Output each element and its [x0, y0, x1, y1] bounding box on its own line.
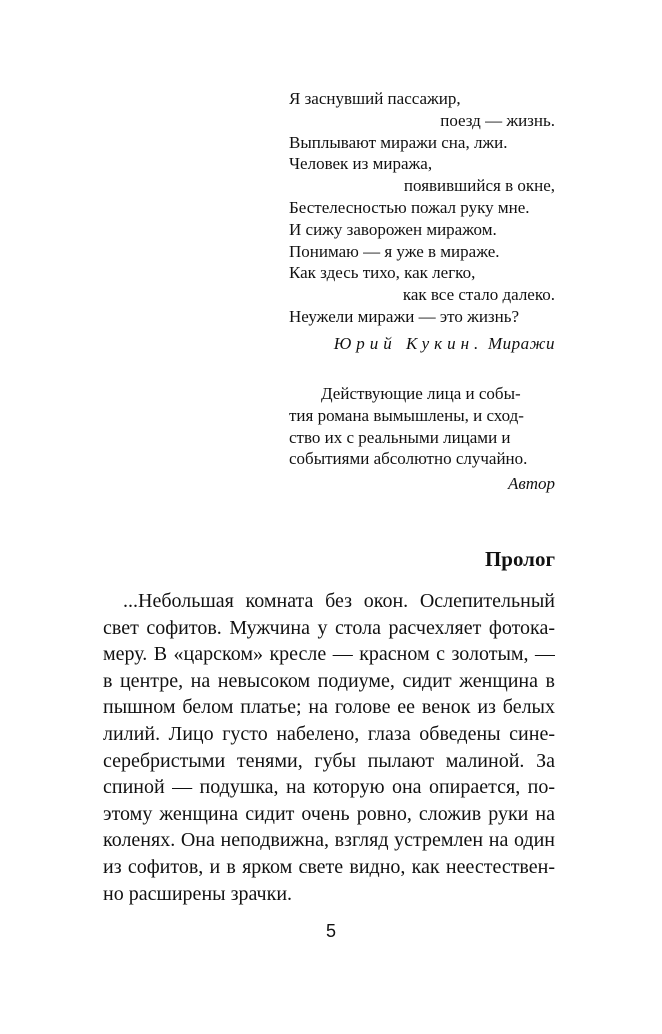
disclaimer-line: Действующие лица и собы- — [321, 384, 521, 403]
body-line: свет софитов. Мужчина у стола расчехляет фотока- — [103, 616, 555, 639]
disclaimer-line: тия романа вымышлены, и сход- — [289, 405, 524, 425]
body-line: спиной — подушка, на которую она опирается, по- — [103, 776, 555, 799]
body-line: в центре, на невысоком подиуме, сидит женщина в — [103, 669, 555, 692]
body-line: серебристыми тенями, губы пылают малиной. За — [103, 749, 555, 772]
epigraph-line: Бестелесностью пожал руку мне. — [289, 197, 530, 217]
epigraph-line: появившийся в окне, — [403, 176, 555, 196]
epigraph-line: Человек из миража, — [289, 154, 433, 174]
chapter-title: Пролог — [484, 547, 555, 571]
body-line: меру. В «царском» кресле — красном с золотым, — — [103, 643, 555, 666]
epigraph-line: И сижу заворожен миражом. — [289, 219, 497, 239]
epigraph-line: Неужели миражи — это жизнь? — [289, 306, 520, 326]
page-number: 5 — [325, 921, 336, 941]
disclaimer-author: Автор — [507, 474, 555, 494]
disclaimer-line: событиями абсолютно случайно. — [289, 449, 528, 469]
epigraph — [289, 88, 555, 355]
body-line: коленях. Она неподвижна, взгляд устремлен на один — [103, 829, 555, 852]
epigraph-line: поезд — жизнь. — [440, 110, 555, 130]
epigraph-author: Юрий Кукин. — [333, 333, 484, 353]
epigraph-song-title: Миражи — [488, 333, 555, 353]
epigraph-attribution — [289, 333, 555, 355]
body-text — [103, 588, 555, 907]
body-line: пышном белом платье; на голове ее венок из белых — [103, 696, 555, 719]
body-line: лилий. Лицо густо набелено, глаза обведены сине- — [103, 722, 555, 745]
body-line: ...Небольшая комната без окон. Ослепительный — [123, 590, 555, 612]
epigraph-line: Я заснувший пассажир, — [289, 89, 461, 108]
epigraph-line: Выплывают миражи сна, лжи. — [289, 132, 508, 152]
disclaimer — [289, 383, 555, 495]
epigraph-line: Понимаю — я уже в мираже. — [289, 241, 500, 261]
body-line: этому женщина сидит очень ровно, сложив руки на — [103, 802, 555, 825]
body-line: но расширены зрачки. — [103, 882, 293, 905]
body-line: из софитов, и в ярком свете видно, как неестествен- — [103, 855, 555, 878]
disclaimer-line: ство их с реальными лицами и — [289, 427, 511, 447]
epigraph-line: Как здесь тихо, как легко, — [289, 263, 476, 283]
epigraph-line: как все стало далеко. — [402, 285, 555, 305]
